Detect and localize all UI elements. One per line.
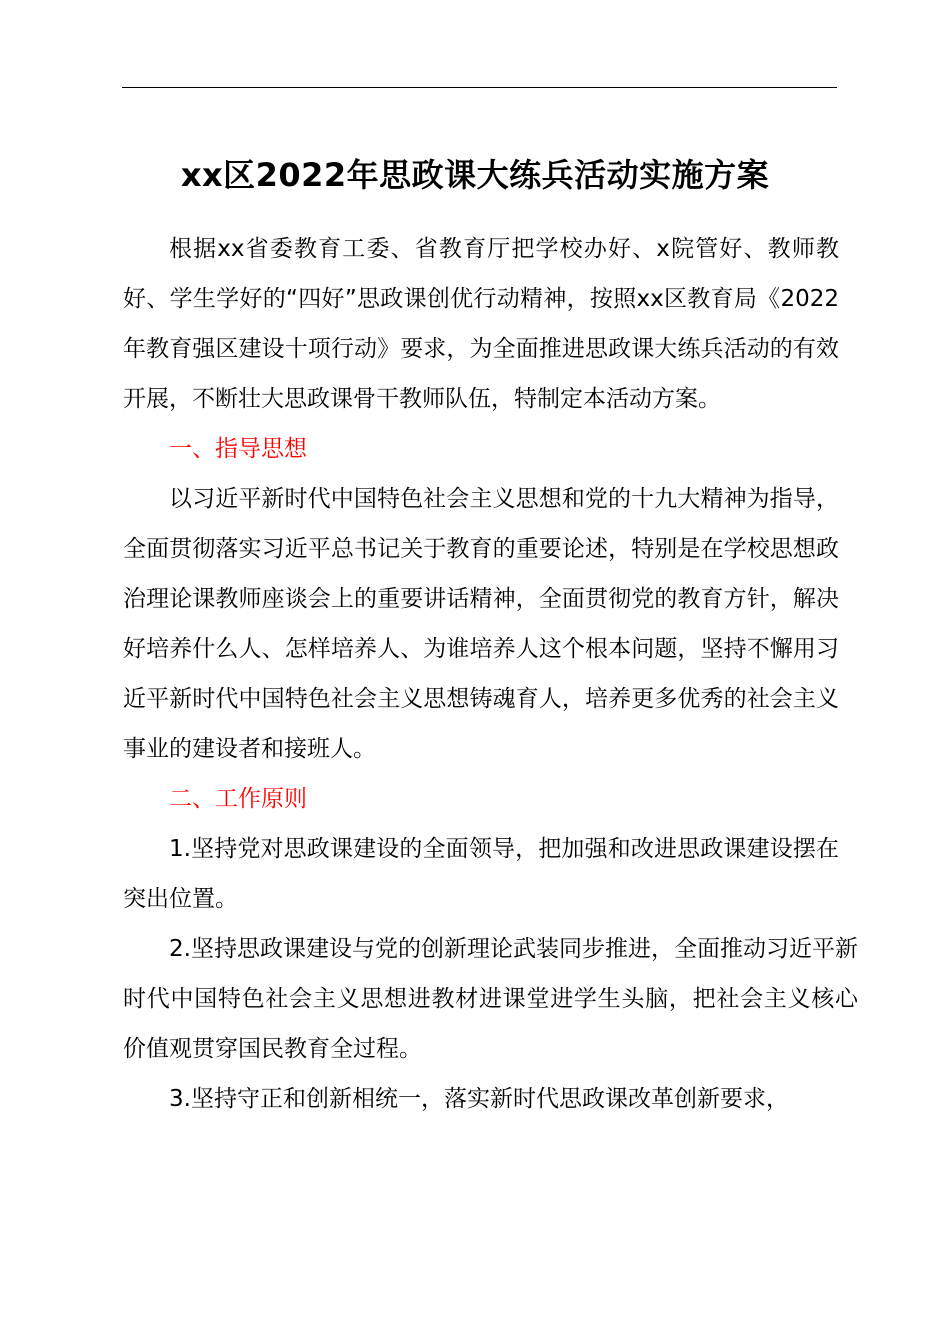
principle-item-3: 3.坚持守正和创新相统一，落实新时代思政课改革创新要求，: [169, 1086, 789, 1112]
document-title: xx区2022年思政课大练兵活动实施方案: [180, 156, 770, 194]
section-heading-guiding-ideology: 一、指导思想: [169, 436, 307, 462]
header-rule: [122, 87, 837, 88]
document-body: [123, 224, 858, 1124]
section-heading-work-principles: 二、工作原则: [169, 786, 307, 812]
section-paragraph: 以习近平新时代中国特色社会主义思想和党的十九大精神为指导，全面贯彻落实习近平总书记关于教育的重要论述，特别是在学校思想政治理论课教师座谈会上的重要讲话精神，全面贯彻党的教育方针，解决好培养什么人、怎样培养人、为谁培养人这个根本问题，坚持不懈用习近平新时代中国特色社会主义思想铸魂育人，培养更多优秀的社会主义事业的建设者和接班人。: [123, 486, 839, 762]
intro-paragraph: 根据xx省委教育工委、省教育厅把学校办好、x院管好、教师教好、学生学好的“四好”思政课创优行动精神，按照xx区教育局《2022年教育强区建设十项行动》要求，为全面推进思政课大练兵活动的有效开展，不断壮大思政课骨干教师队伍，特制定本活动方案。: [123, 236, 839, 412]
principle-item-2: 2.坚持思政课建设与党的创新理论武装同步推进，全面推动习近平新时代中国特色社会主义思想进教材进课堂进学生头脑，把社会主义核心价值观贯穿国民教育全过程。: [123, 936, 858, 1062]
principle-item-1: 1.坚持党对思政课建设的全面领导，把加强和改进思政课建设摆在突出位置。: [123, 836, 839, 912]
